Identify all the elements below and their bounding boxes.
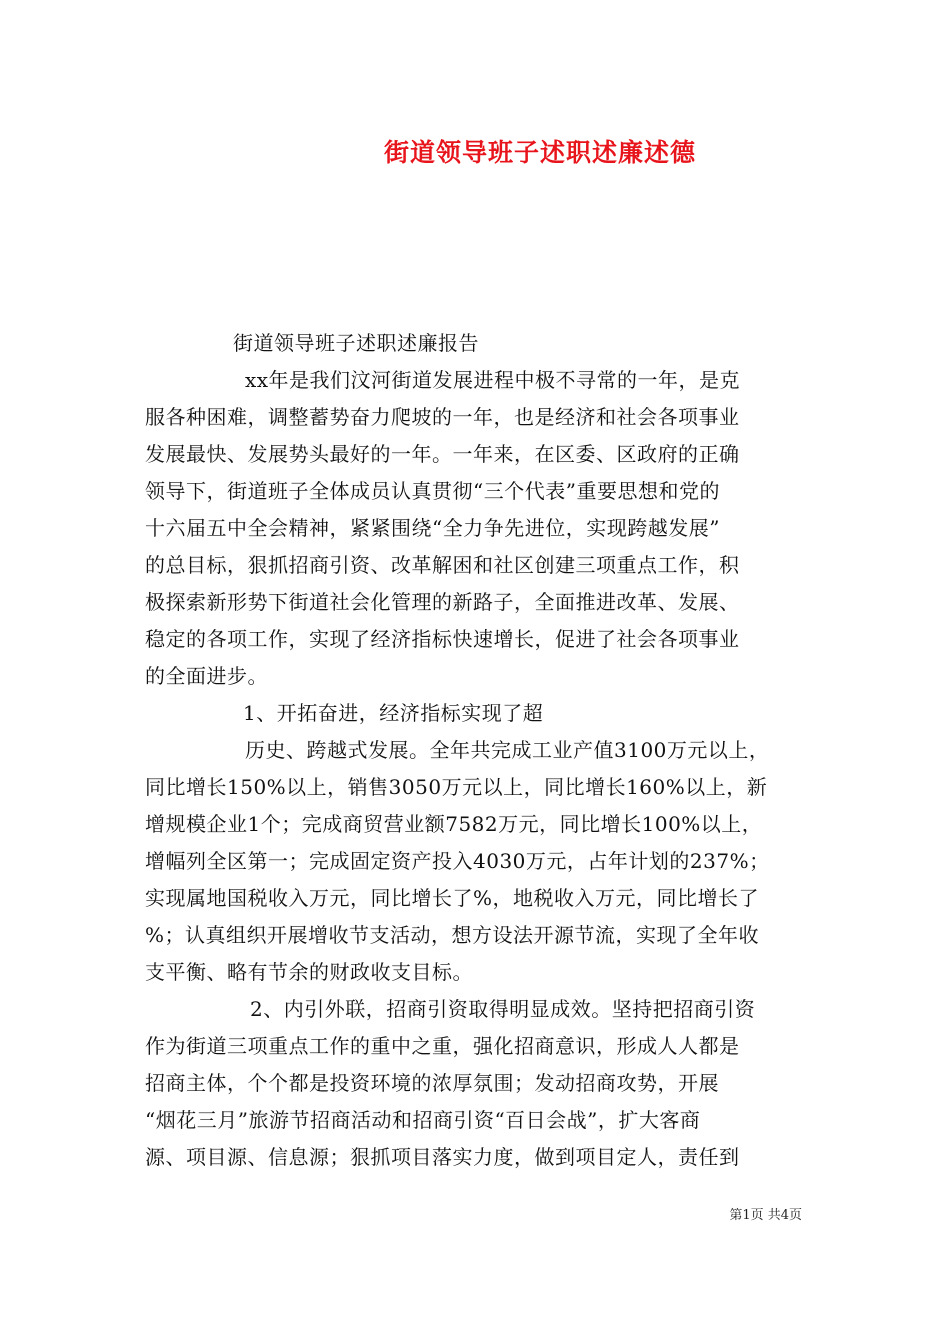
paragraph-line: 发展最快、发展势头最好的一年。一年来，在区委、区政府的正确 [145,442,740,466]
section-heading-2: 2、内引外联，招商引资取得明显成效。坚持把招商引资 [250,997,756,1021]
report-subtitle: 街道领导班子述职述廉报告 [233,331,479,355]
paragraph-line: 十六届五中全会精神，紧紧围绕“全力争先进位，实现跨越发展” [145,516,720,540]
paragraph-line: 的总目标，狠抓招商引资、改革解困和社区创建三项重点工作，积 [145,553,740,577]
paragraph-line: 稳定的各项工作，实现了经济指标快速增长，促进了社会各项事业 [145,627,740,651]
paragraph-line: 招商主体，个个都是投资环境的浓厚氛围；发动招商攻势，开展 [145,1071,719,1095]
document-title: 街道领导班子述职述廉述德 [383,138,696,167]
paragraph-line: 支平衡、略有节余的财政收支目标。 [145,960,473,984]
paragraph-line: 源、项目源、信息源；狠抓项目落实力度，做到项目定人，责任到 [145,1145,740,1169]
section-heading-1: 1、开拓奋进，经济指标实现了超 [243,701,544,725]
paragraph-line: “烟花三月”旅游节招商活动和招商引资“百日会战”，扩大客商 [145,1108,701,1132]
paragraph-line: 作为街道三项重点工作的重中之重，强化招商意识，形成人人都是 [145,1034,740,1058]
paragraph-line: 服各种困难，调整蓄势奋力爬坡的一年，也是经济和社会各项事业 [145,405,740,429]
paragraph-line: 增规模企业1个；完成商贸营业额7582万元，同比增长100%以上， [145,812,763,836]
paragraph-line: %；认真组织开展增收节支活动，想方设法开源节流，实现了全年收 [145,923,760,947]
paragraph-line: 历史、跨越式发展。全年共完成工业产值3100万元以上， [245,738,770,762]
page-number-footer: 第1页 共4页 [729,1208,802,1223]
paragraph-line: 同比增长150%以上，销售3050万元以上，同比增长160%以上，新 [145,775,768,799]
paragraph-line: 极探索新形势下街道社会化管理的新路子，全面推进改革、发展、 [145,590,740,614]
paragraph-line: 领导下，街道班子全体成员认真贯彻“三个代表”重要思想和党的 [145,479,720,503]
paragraph-line: 增幅列全区第一；完成固定资产投入4030万元，占年计划的237%； [145,849,770,873]
document-body [145,325,810,1176]
paragraph-line: xx年是我们汶河街道发展进程中极不寻常的一年，是克 [245,368,741,392]
paragraph-line: 实现属地国税收入万元，同比增长了%，地税收入万元，同比增长了 [145,886,760,910]
paragraph-line: 的全面进步。 [145,664,268,688]
